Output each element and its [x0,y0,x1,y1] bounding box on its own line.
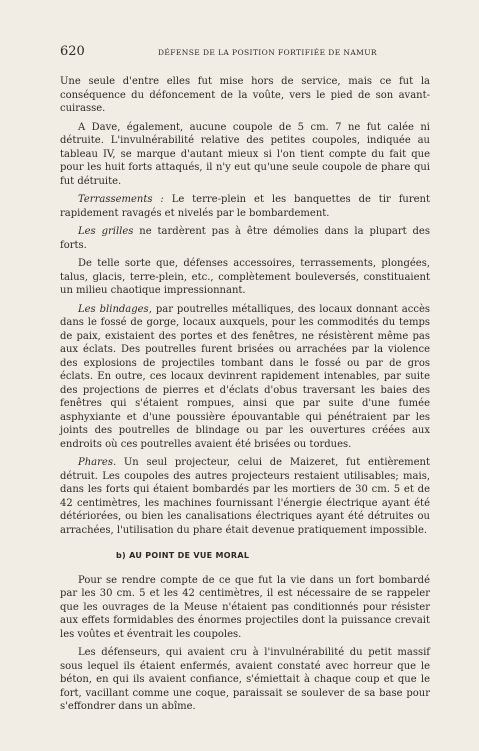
paragraph-7 [60,456,430,537]
paragraph-3-text: Le terre-plein et les banquettes de tir furent rapidement ravagés et nivelés par le bombardement. [60,194,431,219]
paragraph-5: De telle sorte que, défenses accessoires, terrassements, plongées, talus, glacis, terre-plein, etc., complètement bouleversés, constituaient un milieu chaotique impressionnant. [60,258,430,296]
paragraph-2: A Dave, également, aucune coupole de 5 cm. 7 ne fut calée ni détruite. L'invulnérabilité relative des petites coupoles, indiquée au tableau IV, se marque d'autant mieux si l'on tient compte du fait que pour les huit forts attaqués, il n'y eut qu'une seule coupole de phare qui fut détruite. [60,121,430,187]
paragraph-9: Les défenseurs, qui avaient cru à l'invulnérabilité du petit massif sous lequel ils étaient enfermés, avaient constaté avec horreur que le béton, en qui ils avaient confiance, s'émiettait à chaque coup et que le fort, vacillant comme une coque, paraissait se soulever de sa base pour s'effondrer dans un abîme. [60,647,430,712]
body-text [60,75,430,719]
paragraph-4-text: ne tardèrent pas à être démolies dans la plupart des forts. [60,226,430,251]
paragraph-4-lead: Les grilles [78,226,134,237]
paragraph-6-lead: Les blindages, [78,303,152,315]
paragraph-3 [60,193,430,220]
paragraph-7-text: Un seul projecteur, celui de Maizeret, fut entièrement détruit. Les coupoles des autres projecteurs restaient utilisables; mais, dans les forts qui étaient bombardés par les mortiers de 30 cm. 5 et de 42 centimètres, les machines fournissant l'énergie électrique ayant été détériorées, ou bien les canalisations électriques ayant été détruites ou arrachées, l'utilisation du phare était devenue pratiquement impossible. [60,457,430,536]
paragraph-1: Une seule d'entre elles fut mise hors de service, mais ce fut la conséquence du défoncement de la voûte, vers le pied de son avant-cuirasse. [60,76,430,114]
running-header [60,44,425,59]
paragraph-8: Pour se rendre compte de ce que fut la vie dans un fort bombardé par les 30 cm. 5 et les 42 centimètres, il est nécessaire de se rappeler que les ouvrages de la Meuse n'étaient pas conditionnés pour résister aux effets formidables des énormes projectiles dont la puissance crevait les voûtes et éventrait les coupoles. [60,574,430,640]
running-title: DÉFENSE DE LA POSITION FORTIFIÉE DE NAMUR [158,48,377,57]
paragraph-6-text: par poutrelles métalliques, des locaux donnant accès dans le fossé de gorge, locaux auxquels, pour les commodités du temps de paix, existaient des portes et des fenêtres, ne résistèrent même pas aux éclats. Des poutrelles furent brisées ou arrachées par la violence des explosions de projectiles tombant dans le fossé ou par de gros éclats. En outre, ces locaux devinrent rapidement intenables, par suite des projections de pierres et d'éclats d'obus traversant les baies des fenêtres qui s'étaient rompues, ainsi que par suite d'une fumée asphyxiante et d'une poussière épouvantable qui pénétraient par les joints des poutrelles de blindage ou par les ouvertures créées aux endroits où ces poutrelles avaient été brisées ou tordues. [60,303,430,450]
paragraph-4 [60,225,430,252]
paragraph-6 [60,303,430,452]
page-number: 620 [60,44,85,59]
section-heading: b) AU POINT DE VUE MORAL [116,551,250,560]
paragraph-3-lead: Terrassements : [78,194,164,205]
paragraph-7-lead: Phares. [78,457,117,468]
